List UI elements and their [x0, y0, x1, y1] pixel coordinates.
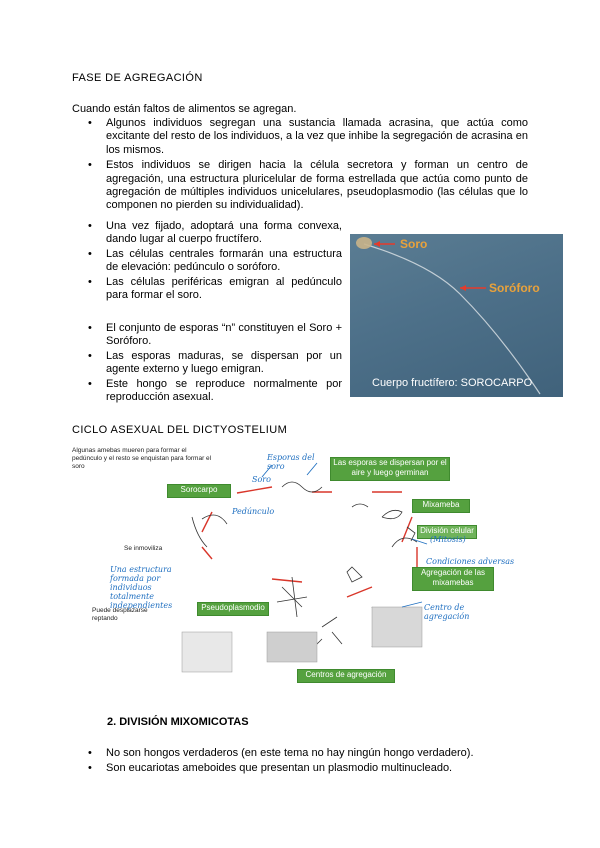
handnote-esporas: Esporas del soro	[267, 453, 315, 471]
note-se-inmoviliza: Se inmoviliza	[124, 545, 163, 552]
list-item: • Algunos individuos segregan una sustancia llamada acrasina, que actúa como excitante del resto de los individuos, a la vez que inhibe la segregación de acrasina en los mismos.	[72, 117, 528, 157]
list-item: • Son eucariotas ameboides que presentan un plasmodio multinucleado.	[72, 762, 528, 775]
photo-caption: Cuerpo fructífero: SOROCARPO	[372, 377, 533, 389]
bullet-list-full	[72, 117, 528, 213]
sorocarp-photo	[350, 234, 563, 397]
box-sorocarpo: Sorocarpo	[167, 484, 231, 498]
handnote-peduncuo: Pedúnculo	[232, 507, 275, 516]
handnote-soro: Soro	[252, 475, 271, 484]
section-title-fase-agregacion: FASE DE AGREGACIÓN	[72, 72, 203, 84]
life-cycle-diagram	[72, 447, 522, 689]
box-pseudoplasmodio: Pseudoplasmodio	[197, 602, 269, 616]
handnote-centro: Centro de agregación	[424, 603, 470, 621]
box-centros-agregacion: Centros de agregación	[297, 669, 395, 683]
box-esporas: Las esporas se dispersan por el aire y luego germinan	[330, 457, 450, 481]
handnote-condiciones: Condiciones adversas	[426, 557, 515, 566]
note-puede-desplazarse: Puede desplazarse reptando	[92, 607, 148, 622]
intro-paragraph: Cuando están faltos de alimentos se agregan.	[72, 103, 297, 115]
section-title-mixomicotas: 2. DIVISIÓN MIXOMICOTAS	[107, 716, 249, 728]
handnote-mitosis: (Mitosis)	[430, 535, 466, 544]
photo-label-soro: Soro	[400, 237, 428, 251]
list-item: • Este hongo se reproduce normalmente por reproducción asexual.	[72, 378, 342, 405]
list-item: • Estos individuos se dirigen hacia la célula secretora y forman un centro de agregación, una estructura pluricelular de forma estrellada que actúa como punto de agregación de múltiples individuos unicelulares, pseudoplasmodio (las células que lo componen no pierden su individualidad).	[72, 159, 528, 213]
box-mixameba: Mixameba	[412, 499, 470, 513]
box-division-celular: División celular	[417, 525, 477, 539]
list-item: • Una vez fijado, adoptará una forma convexa, dando lugar al cuerpo fructífero.	[72, 220, 342, 247]
list-item: • No son hongos verdaderos (en este tema no hay ningún hongo verdadero).	[72, 747, 528, 760]
bullet-list-side-2	[72, 322, 342, 404]
handnote-estructura: Una estructura formada por individuos totalmente independientes	[110, 565, 173, 610]
bullet-list-side	[72, 220, 342, 302]
list-item: • Las esporas maduras, se dispersan por un agente externo y luego emigran.	[72, 350, 342, 377]
list-item: • Las células periféricas emigran al pedúnculo para formar el soro.	[72, 276, 342, 303]
bullet-list-mixomicotas	[72, 747, 528, 776]
sorocarp-illustration	[350, 234, 563, 397]
box-agregacion: Agregación de las mixamebas	[412, 567, 494, 591]
list-item: • El conjunto de esporas “n” constituyen el Soro + Soróforo.	[72, 322, 342, 349]
diagram-note-top-left: Algunas amebas mueren para formar el pedúnculo y el resto se enquistan para formar el soro	[72, 447, 212, 470]
photo-label-soroforo: Soróforo	[489, 281, 540, 295]
section-title-ciclo-asexual: CICLO ASEXUAL DEL DICTYOSTELIUM	[72, 424, 288, 436]
list-item: • Las células centrales formarán una estructura de elevación: pedúnculo o soróforo.	[72, 248, 342, 275]
